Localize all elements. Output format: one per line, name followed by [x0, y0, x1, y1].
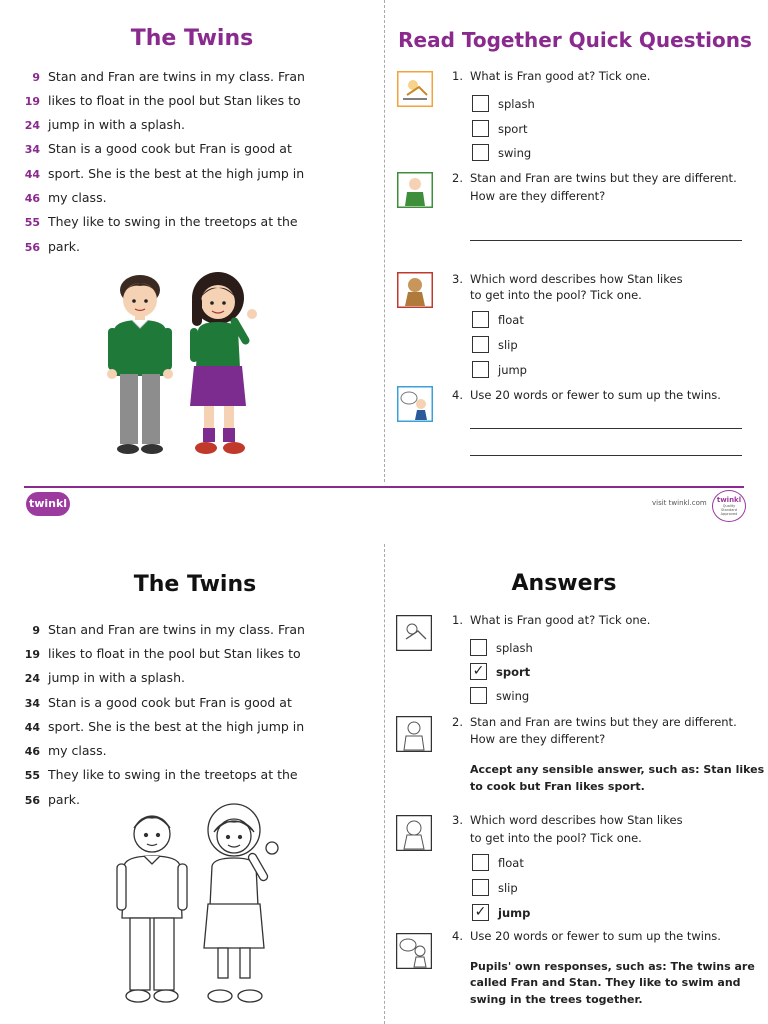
twins-illustration-outline — [108, 800, 294, 1012]
story-line: 9 Stan and Fran are twins in my class. Fran — [32, 622, 305, 637]
answer-q1-text: 1. What is Fran good at? Tick one. — [452, 613, 651, 627]
bottom-story-text — [0, 618, 384, 818]
q3-text: 3. Which word describes how Stan likes — [452, 272, 683, 286]
badge-subtext: Quality Standard Approved — [720, 504, 738, 516]
answer-q1-option-splash[interactable]: splash — [470, 638, 533, 658]
bottom-story-title: The Twins — [133, 572, 257, 597]
checkbox[interactable] — [472, 95, 489, 112]
boy-figure — [107, 275, 173, 454]
answer-q3-text-line2: to get into the pool? Tick one. — [470, 831, 642, 845]
q2-answer-line[interactable] — [470, 240, 742, 241]
girl-figure — [190, 272, 257, 454]
story-line: 56 park. — [24, 239, 80, 254]
answer-q3-option-slip[interactable]: slip — [472, 878, 518, 898]
answer-q3-text: 3. Which word describes how Stan likes — [452, 813, 683, 827]
story-line: 46 my class. — [24, 743, 107, 758]
answer-q1-option-sport[interactable]: ✓ sport — [470, 662, 530, 682]
q1-option-swing[interactable]: swing — [472, 143, 531, 163]
answer-q4-model-answer-line2: called Fran and Stan. They like to swim and — [470, 976, 741, 989]
visit-link[interactable]: visit twinkl.com — [652, 499, 707, 507]
answer-q2-thumbnail-icon — [396, 716, 432, 752]
checkbox[interactable] — [470, 687, 487, 704]
answer-q4-text: 4. Use 20 words or fewer to sum up the twins. — [452, 929, 721, 943]
q2-thumbnail-icon — [397, 172, 433, 208]
story-line: 44 sport. She is the best at the high jump in — [24, 719, 305, 734]
checkbox-checked[interactable]: ✓ — [470, 663, 487, 680]
answer-q2-text-line2: How are they different? — [470, 732, 606, 746]
top-story-title: The Twins — [130, 26, 254, 51]
top-divider — [384, 0, 385, 482]
checkbox[interactable] — [472, 854, 489, 871]
q1-option-splash[interactable]: splash — [472, 94, 535, 114]
twinkl-logo: twinkl — [26, 492, 70, 516]
checkbox[interactable] — [472, 361, 489, 378]
q3-option-float[interactable]: float — [472, 310, 524, 330]
girl-outline — [204, 804, 278, 1002]
answer-q4-model-answer-line1: Pupils' own responses, such as: The twins are — [470, 960, 755, 973]
q4-thumbnail-icon — [397, 386, 433, 422]
answer-q3-option-jump[interactable]: ✓ jump — [472, 903, 530, 923]
answer-q1-option-swing[interactable]: swing — [470, 686, 529, 706]
q2-text-line2: How are they different? — [470, 189, 606, 203]
badge-logo: twinkl — [716, 496, 742, 504]
answer-q3-thumbnail-icon — [396, 815, 432, 851]
story-line: 46 my class. — [24, 190, 107, 205]
twins-illustration-color — [100, 268, 270, 460]
q3-thumbnail-icon — [397, 272, 433, 308]
checkbox[interactable] — [472, 336, 489, 353]
checkbox[interactable] — [470, 639, 487, 656]
quality-badge — [712, 490, 746, 522]
q1-option-sport[interactable]: sport — [472, 119, 528, 139]
answers-title: Answers — [511, 571, 617, 596]
top-questions-title: Read Together Quick Questions — [398, 28, 752, 52]
answer-q3-option-float[interactable]: float — [472, 853, 524, 873]
story-line: 9 Stan and Fran are twins in my class. Fran — [32, 69, 305, 84]
bottom-divider — [384, 544, 385, 1024]
story-line: 55 They like to swing in the treetops at the — [24, 767, 298, 782]
answer-q2-text: 2. Stan and Fran are twins but they are different. — [452, 715, 737, 729]
q1-thumbnail-icon — [397, 71, 433, 107]
checkbox[interactable] — [472, 311, 489, 328]
top-story-text — [0, 65, 384, 265]
answer-q1-thumbnail-icon — [396, 615, 432, 651]
story-line: 34 Stan is a good cook but Fran is good at — [24, 695, 292, 710]
answer-q4-thumbnail-icon — [396, 933, 432, 969]
boy-outline — [117, 816, 187, 1002]
checkbox-checked[interactable]: ✓ — [472, 904, 489, 921]
story-line: 24 jump in with a splash. — [24, 117, 185, 132]
story-line: 19 likes to float in the pool but Stan likes to — [24, 93, 301, 108]
q2-text: 2. Stan and Fran are twins but they are different. — [452, 171, 737, 185]
footer-rule — [24, 486, 744, 488]
q4-answer-line-1[interactable] — [470, 428, 742, 429]
q4-answer-line-2[interactable] — [470, 455, 742, 456]
checkbox[interactable] — [472, 120, 489, 137]
story-line: 56 park. — [24, 792, 80, 807]
answer-q2-model-answer-line2: to cook but Fran likes sport. — [470, 780, 645, 793]
q3-option-jump[interactable]: jump — [472, 360, 527, 380]
q3-text-line2: to get into the pool? Tick one. — [470, 288, 642, 302]
story-line: 44 sport. She is the best at the high jump in — [24, 166, 305, 181]
q1-text: 1. What is Fran good at? Tick one. — [452, 69, 651, 83]
story-line: 19 likes to float in the pool but Stan likes to — [24, 646, 301, 661]
story-line: 34 Stan is a good cook but Fran is good at — [24, 141, 292, 156]
story-line: 55 They like to swing in the treetops at the — [24, 214, 298, 229]
q3-option-slip[interactable]: slip — [472, 335, 518, 355]
answer-q4-model-answer-line3: swing in the trees together. — [470, 993, 643, 1006]
checkbox[interactable] — [472, 879, 489, 896]
story-line: 24 jump in with a splash. — [24, 670, 185, 685]
q4-text: 4. Use 20 words or fewer to sum up the twins. — [452, 388, 721, 402]
answer-q2-model-answer-line1: Accept any sensible answer, such as: Stan likes — [470, 763, 765, 776]
checkbox[interactable] — [472, 144, 489, 161]
